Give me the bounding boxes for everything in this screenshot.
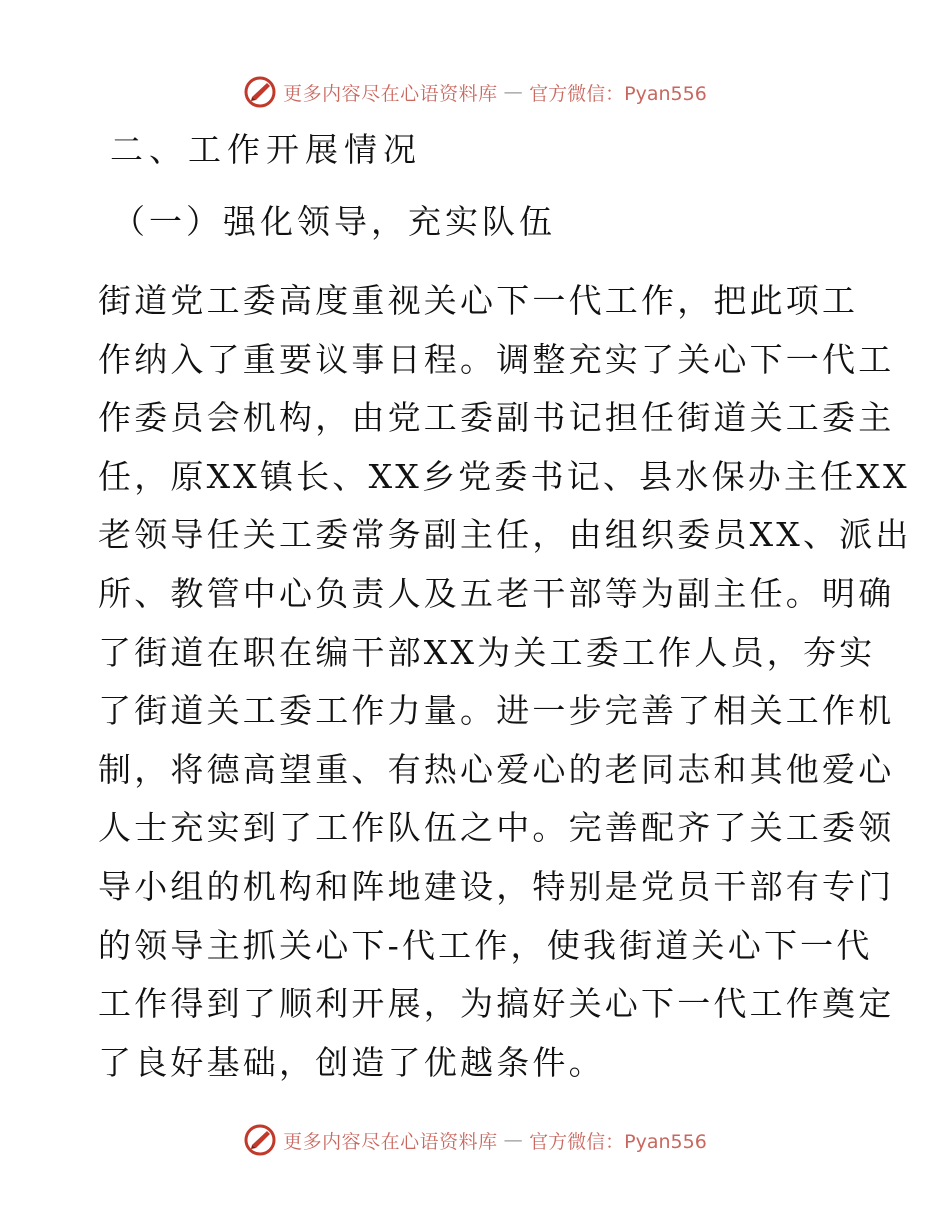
watermark-separator: —	[503, 1129, 524, 1151]
body-line: 街道党工委高度重视关心下一代工作，把此项工	[98, 281, 859, 320]
body-paragraph	[98, 272, 912, 1092]
header-watermark	[0, 72, 950, 112]
body-line: 工作得到了顺利开展，为搞好关心下一代工作奠定	[98, 984, 895, 1024]
subsection-heading: （一）强化领导，充实队伍	[112, 202, 556, 241]
watermark-separator: —	[503, 81, 524, 103]
red-seal-logo-icon	[243, 75, 277, 109]
body-line: 任，原XX镇长、XX乡党委书记、县水保办主任XX	[98, 456, 910, 496]
body-line: 所、教管中心负责人及五老干部等为副主任。明确	[98, 573, 895, 613]
body-line: 制，将德高望重、有热心爱心的老同志和其他爱心	[98, 749, 895, 789]
body-line: 的领导主抓关心下-代工作，使我街道关心下一代	[98, 925, 873, 965]
red-seal-logo-icon	[243, 1123, 277, 1157]
footer-watermark	[0, 1120, 950, 1160]
body-line: 了街道在职在编干部XX为关工委工作人员，夯实	[98, 632, 876, 672]
body-line: 作委员会机构，由党工委副书记担任街道关工委主	[98, 398, 895, 438]
watermark-account: 官方微信：Pyan556	[529, 1130, 707, 1153]
body-line: 老领导任关工委常务副主任，由组织委员XX、派出	[98, 515, 912, 555]
body-line: 了良好基础，创造了优越条件。	[98, 1042, 605, 1082]
watermark-text: 更多内容尽在心语资料库	[283, 82, 498, 105]
body-line: 了街道关工委工作力量。进一步完善了相关工作机	[98, 691, 895, 731]
watermark-text: 更多内容尽在心语资料库	[283, 1130, 498, 1153]
body-line: 人士充实到了工作队伍之中。完善配齐了关工委领	[98, 808, 895, 848]
body-line: 导小组的机构和阵地建设，特别是党员干部有专门	[98, 866, 895, 906]
section-heading: 二、工作开展情况	[110, 130, 422, 169]
watermark-account: 官方微信：Pyan556	[529, 82, 707, 105]
body-line: 作纳入了重要议事日程。调整充实了关心下一代工	[98, 339, 895, 379]
